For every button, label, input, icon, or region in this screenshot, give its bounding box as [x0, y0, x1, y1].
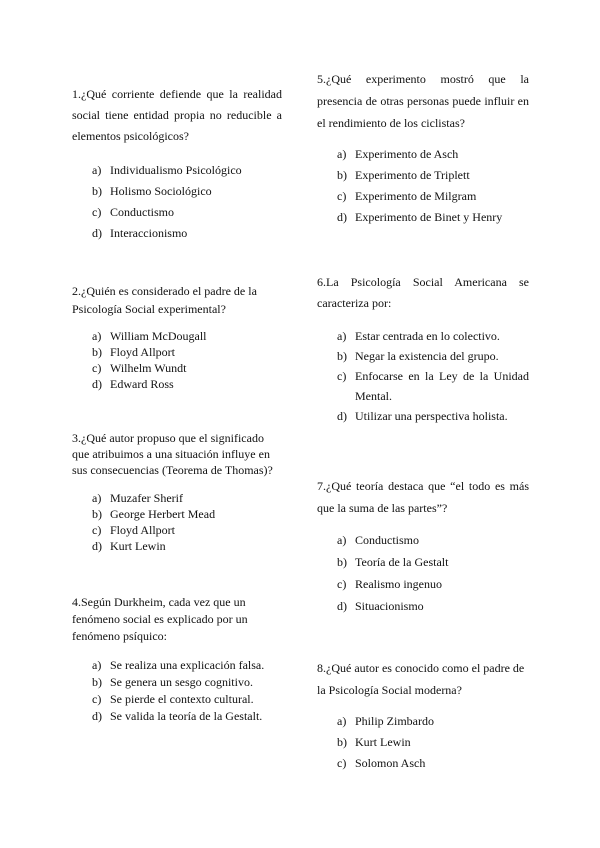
- option-letter: d): [92, 539, 102, 553]
- option-text: Floyd Allport: [110, 523, 176, 537]
- question-4: [72, 594, 265, 725]
- option-c[interactable]: [337, 753, 532, 774]
- option-letter: b): [337, 735, 347, 749]
- question-1-text: 1.¿Qué corriente defiende que la realidad social tiene entidad propia no reducible a elementos psicológicos?: [72, 87, 282, 143]
- option-text: George Herbert Mead: [110, 507, 216, 521]
- option-d[interactable]: [92, 376, 272, 392]
- option-text: William McDougall: [110, 329, 207, 343]
- question-3-text: 3.¿Qué autor propuso que el significado que atribuimos a una situación influye en sus consecuencias (Teorema de Thomas)?: [72, 431, 273, 477]
- option-text: Wilhelm Wundt: [110, 361, 187, 375]
- option-letter: d): [337, 409, 347, 423]
- question-1-options: [92, 160, 282, 244]
- option-letter: c): [92, 692, 102, 706]
- option-text: Philip Zimbardo: [355, 714, 434, 728]
- question-5-options: [337, 144, 529, 228]
- option-letter: b): [92, 184, 102, 198]
- question-7: [317, 475, 529, 617]
- option-c[interactable]: [337, 186, 529, 207]
- option-c[interactable]: [92, 360, 272, 376]
- question-5-text: 5.¿Qué experimento mostró que la presencia de otras personas puede influir en el rendimiento de los ciclistas?: [317, 72, 529, 130]
- option-letter: b): [337, 555, 347, 569]
- option-text: Kurt Lewin: [110, 539, 166, 553]
- option-b[interactable]: [92, 181, 282, 202]
- option-text: Muzafer Sherif: [110, 491, 183, 505]
- question-4-text: 4.Según Durkheim, cada vez que un fenómeno social es explicado por un fenómeno psíquico:: [72, 595, 248, 643]
- option-letter: c): [337, 369, 347, 383]
- option-text: Se realiza una explicación falsa.: [110, 658, 265, 672]
- option-letter: d): [337, 599, 347, 613]
- option-letter: b): [92, 507, 102, 521]
- option-b[interactable]: [92, 344, 272, 360]
- question-7-text: 7.¿Qué teoría destaca que “el todo es más que la suma de las partes”?: [317, 479, 529, 515]
- option-d[interactable]: [337, 406, 529, 426]
- option-letter: b): [92, 675, 102, 689]
- option-text: Experimento de Milgram: [355, 189, 477, 203]
- option-text: Teoría de la Gestalt: [355, 555, 449, 569]
- question-6-text: 6.La Psicología Social Americana se caracteriza por:: [317, 275, 529, 310]
- option-text: Edward Ross: [110, 377, 174, 391]
- option-a[interactable]: [92, 160, 282, 181]
- option-letter: a): [337, 147, 347, 161]
- option-letter: c): [337, 577, 347, 591]
- option-a[interactable]: [337, 144, 529, 165]
- question-3-options: [92, 490, 284, 554]
- question-1: [72, 84, 282, 244]
- option-text: Estar centrada en lo colectivo.: [355, 329, 500, 343]
- question-3: [72, 430, 284, 554]
- option-letter: c): [337, 756, 347, 770]
- option-a[interactable]: [337, 711, 532, 732]
- option-b[interactable]: [92, 506, 284, 522]
- option-text: Negar la existencia del grupo.: [355, 349, 499, 363]
- option-c[interactable]: [92, 202, 282, 223]
- option-letter: d): [92, 709, 102, 723]
- option-letter: b): [337, 349, 347, 363]
- option-text: Conductismo: [110, 205, 175, 219]
- option-d[interactable]: [92, 708, 292, 725]
- option-letter: a): [92, 658, 102, 672]
- option-text: Experimento de Asch: [355, 147, 459, 161]
- option-letter: c): [92, 205, 102, 219]
- option-letter: a): [92, 491, 102, 505]
- option-text: Se pierde el contexto cultural.: [110, 692, 254, 706]
- question-7-options: [337, 529, 529, 617]
- option-a[interactable]: [337, 326, 529, 346]
- option-letter: c): [337, 189, 347, 203]
- option-c[interactable]: [92, 691, 292, 708]
- option-letter: a): [92, 163, 102, 177]
- option-d[interactable]: [92, 538, 284, 554]
- option-b[interactable]: [92, 674, 292, 691]
- option-text: Experimento de Triplett: [355, 168, 470, 182]
- option-text: Se genera un sesgo cognitivo.: [110, 675, 253, 689]
- option-a[interactable]: [92, 328, 272, 344]
- option-text: Kurt Lewin: [355, 735, 411, 749]
- option-b[interactable]: [337, 165, 529, 186]
- option-b[interactable]: [337, 346, 529, 366]
- option-text: Enfocarse en la Ley de la Unidad Mental.: [355, 369, 529, 403]
- option-d[interactable]: [337, 207, 529, 228]
- option-letter: b): [92, 345, 102, 359]
- option-text: Situacionismo: [355, 599, 424, 613]
- option-letter: a): [337, 329, 347, 343]
- option-letter: a): [92, 329, 102, 343]
- option-letter: a): [337, 714, 347, 728]
- option-c[interactable]: [92, 522, 284, 538]
- option-d[interactable]: [337, 595, 529, 617]
- option-b[interactable]: [337, 551, 529, 573]
- option-text: Utilizar una perspectiva holista.: [355, 409, 508, 423]
- option-b[interactable]: [337, 732, 532, 753]
- option-letter: c): [92, 523, 102, 537]
- option-letter: c): [92, 361, 102, 375]
- question-2-options: [92, 328, 272, 392]
- option-a[interactable]: [92, 657, 292, 674]
- option-c[interactable]: [337, 366, 529, 406]
- question-8-text: 8.¿Qué autor es conocido como el padre de la Psicología Social moderna?: [317, 661, 525, 697]
- option-text: Experimento de Binet y Henry: [355, 210, 503, 224]
- option-text: Floyd Allport: [110, 345, 176, 359]
- option-a[interactable]: [92, 490, 284, 506]
- option-a[interactable]: [337, 529, 529, 551]
- option-text: Interaccionismo: [110, 226, 188, 240]
- question-8-options: [337, 711, 532, 774]
- option-text: Conductismo: [355, 533, 420, 547]
- option-letter: d): [92, 377, 102, 391]
- option-letter: b): [337, 168, 347, 182]
- question-6: [317, 272, 529, 426]
- question-2-text: 2.¿Quién es considerado el padre de la Psicología Social experimental?: [72, 284, 257, 316]
- question-2: [72, 282, 272, 392]
- option-d[interactable]: [92, 223, 282, 244]
- option-c[interactable]: [337, 573, 529, 595]
- option-text: Individualismo Psicológico: [110, 163, 242, 177]
- question-5: [317, 68, 529, 228]
- question-4-options: [92, 657, 292, 725]
- option-letter: d): [337, 210, 347, 224]
- option-text: Realismo ingenuo: [355, 577, 442, 591]
- option-letter: d): [92, 226, 102, 240]
- question-6-options: [337, 326, 529, 426]
- option-letter: a): [337, 533, 347, 547]
- option-text: Se valida la teoría de la Gestalt.: [110, 709, 263, 723]
- question-8: [317, 657, 532, 774]
- option-text: Holismo Sociológico: [110, 184, 212, 198]
- option-text: Solomon Asch: [355, 756, 426, 770]
